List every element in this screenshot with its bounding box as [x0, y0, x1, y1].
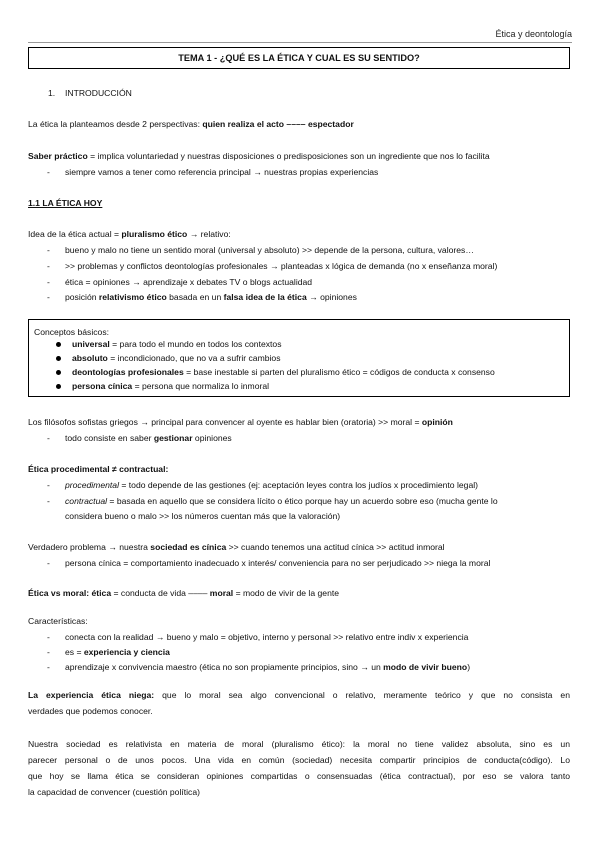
idea-bullet-3: ética = opiniones → aprendizaje x debates TV o blogs actualidad — [65, 277, 313, 287]
running-header: Ética y deontología — [495, 29, 572, 39]
idea-bullet-1: bueno y malo no tiene un sentido moral (universal y absoluto) >> depende de la persona, cultura, valores… — [65, 245, 474, 255]
bullet-dash: - — [47, 647, 50, 657]
idea-b4-bold-2: falsa idea de la ética — [223, 292, 307, 302]
concept-def: = base inestable si parten del pluralismo ético = códigos de conducta x consenso — [183, 367, 495, 377]
sofistas-bullet — [65, 433, 232, 444]
concept-term: persona cínica — [72, 381, 133, 391]
contractual-bullet-cont: considera bueno o malo >> los números cuentan más que la valoración) — [65, 511, 341, 521]
bullet-dash: - — [47, 558, 50, 568]
concept-universal — [72, 339, 282, 350]
car-b2-text: es = — [65, 647, 84, 657]
caract-bullet-2 — [65, 647, 170, 658]
bullet-dash: - — [47, 167, 50, 177]
bullet-dash: - — [47, 433, 50, 443]
concept-def: = persona que normaliza lo inmoral — [132, 381, 270, 391]
intro-heading: INTRODUCCIÓN — [65, 88, 132, 98]
title-box — [28, 47, 570, 69]
sofistas-bold: opinión — [421, 417, 453, 427]
concept-term: deontologías profesionales — [72, 367, 184, 377]
bullet-dash: - — [47, 277, 50, 287]
vs-bold-2: moral — [209, 588, 234, 598]
bullet-dash: - — [47, 662, 50, 672]
bullet-dash: - — [47, 261, 50, 271]
caract-bullet-3 — [65, 662, 470, 673]
niega-text: que lo moral sea algo convencional o relativo, meramente teórico y que no consista en — [154, 690, 570, 700]
perspectives-paragraph — [28, 119, 354, 130]
final-line-4: la capacidad de convencer (cuestión política) — [28, 787, 200, 797]
procedimental-bullet — [65, 480, 478, 491]
etica-vs-moral — [28, 588, 339, 599]
car-b3-bold: modo de vivir bueno — [383, 662, 468, 672]
niega-bold: La experiencia ética niega: — [28, 690, 155, 700]
vs-bold: Ética vs moral: ética — [28, 588, 112, 598]
concept-term: universal — [72, 339, 110, 349]
bullet-dot-icon — [56, 342, 61, 347]
bullet-dash: - — [47, 245, 50, 255]
section-heading-1-1: 1.1 LA ÉTICA HOY — [28, 198, 103, 208]
idea-paragraph — [28, 229, 231, 240]
vs-tail: = modo de vivir de la gente — [233, 588, 340, 598]
concept-absoluto — [72, 353, 281, 364]
bullet-dot-icon — [56, 384, 61, 389]
concept-def: = incondicionado, que no va a sufrir cambios — [107, 353, 281, 363]
procedimental-heading: Ética procedimental ≠ contractual: — [28, 464, 169, 474]
problema-paragraph — [28, 542, 445, 553]
caract-bullet-1: conecta con la realidad → bueno y malo = objetivo, interno y personal >> relativo entre indiv x experiencia — [65, 632, 469, 642]
car-b2-bold: experiencia y ciencia — [83, 647, 170, 657]
final-line-3: que hoy se llama ética se consideran opiniones compartidas o consensuadas (ética contractual), por eso se valora tanto — [28, 771, 570, 781]
saber-practico-def: = implica voluntariedad y nuestras disposiciones o predisposiciones son un ingrediente que nos lo facilita — [87, 151, 490, 161]
vs-text: = conducta de vida –––– — [111, 588, 210, 598]
idea-bold: pluralismo ético — [121, 229, 188, 239]
contractual-term: contractual — [65, 496, 108, 506]
intro-number: 1. — [48, 88, 56, 98]
idea-text: Idea de la ética actual = — [28, 229, 122, 239]
idea-b4-text: posición — [65, 292, 99, 302]
idea-bullet-2: >> problemas y conflictos deontologías profesionales → planteadas x lógica de demanda (no x enseñanza moral) — [65, 261, 498, 271]
page-title: TEMA 1 - ¿QUÉ ES LA ÉTICA Y CUAL ES SU SENTIDO? — [178, 53, 420, 63]
bullet-dot-icon — [56, 356, 61, 361]
proc-def: = todo depende de las gestiones (ej: aceptación leyes contra los judíos x procedimiento legal) — [118, 480, 478, 490]
proc-term: procedimental — [65, 480, 119, 490]
concepts-title: Conceptos básicos: — [34, 327, 109, 337]
final-line-2: parecer personal o de unos pocos. Una vida en común (sociedad) necesita compartir principios de conducta(código). Lo — [28, 755, 570, 765]
idea-b4-tail: → opiniones — [306, 292, 357, 302]
header-divider — [28, 42, 572, 43]
sofistas-paragraph — [28, 417, 453, 428]
concept-persona-cinica — [72, 381, 269, 392]
problema-tail: >> cuando tenemos una actitud cínica >> actitud inmoral — [226, 542, 445, 552]
problema-bullet: persona cínica = comportamiento inadecuado x interés/ conveniencia para no ser perjudicado >> niega la moral — [65, 558, 491, 568]
problema-text: Verdadero problema → nuestra — [28, 542, 151, 552]
niega-line-2: verdades que podemos conocer. — [28, 706, 153, 716]
sofistas-text: Los filósofos sofistas griegos → principal para convencer al oyente es hablar bien (oratoria) >> moral = — [28, 417, 422, 427]
bullet-dash: - — [47, 496, 50, 506]
contractual-def: = basada en aquello que se considera lícito o ético porque hay un acuerdo sobre eso (mucha gente lo — [107, 496, 498, 506]
sofistas-b1-bold: gestionar — [153, 433, 193, 443]
perspectives-bold: quien realiza el acto –––– espectador — [202, 119, 354, 129]
sofistas-b1-tail: opiniones — [192, 433, 232, 443]
concept-term: absoluto — [72, 353, 108, 363]
bullet-dash: - — [47, 292, 50, 302]
problema-bold: sociedad es cínica — [150, 542, 227, 552]
sofistas-b1-text: todo consiste en saber — [65, 433, 154, 443]
bullet-dash: - — [47, 480, 50, 490]
car-b3-tail: ) — [467, 662, 471, 672]
bullet-dash: - — [47, 632, 50, 642]
bullet-dot-icon — [56, 370, 61, 375]
saber-practico-term: Saber práctico — [28, 151, 88, 161]
final-line-1: Nuestra sociedad es relativista en materia de moral (pluralismo ético): la moral no tiene validez absoluta, sino es un — [28, 739, 570, 749]
niega-line-1 — [28, 688, 570, 702]
concept-def: = para todo el mundo en todos los contextos — [109, 339, 282, 349]
saber-bullet: siempre vamos a tener como referencia principal → nuestras propias experiencias — [65, 167, 379, 177]
saber-practico-paragraph — [28, 151, 490, 162]
idea-tail: → relativo: — [187, 229, 231, 239]
contractual-bullet — [65, 496, 498, 507]
idea-b4-bold: relativismo ético — [98, 292, 167, 302]
car-b3-text: aprendizaje x convivencia maestro (ética no son propiamente principios, sino → un — [65, 662, 384, 672]
caracteristicas-heading: Características: — [28, 616, 88, 626]
perspectives-text: La ética la planteamos desde 2 perspectivas: — [28, 119, 203, 129]
idea-b4-text-2: basada en un — [166, 292, 224, 302]
idea-bullet-4 — [65, 292, 357, 303]
concept-deontologias — [72, 367, 495, 378]
